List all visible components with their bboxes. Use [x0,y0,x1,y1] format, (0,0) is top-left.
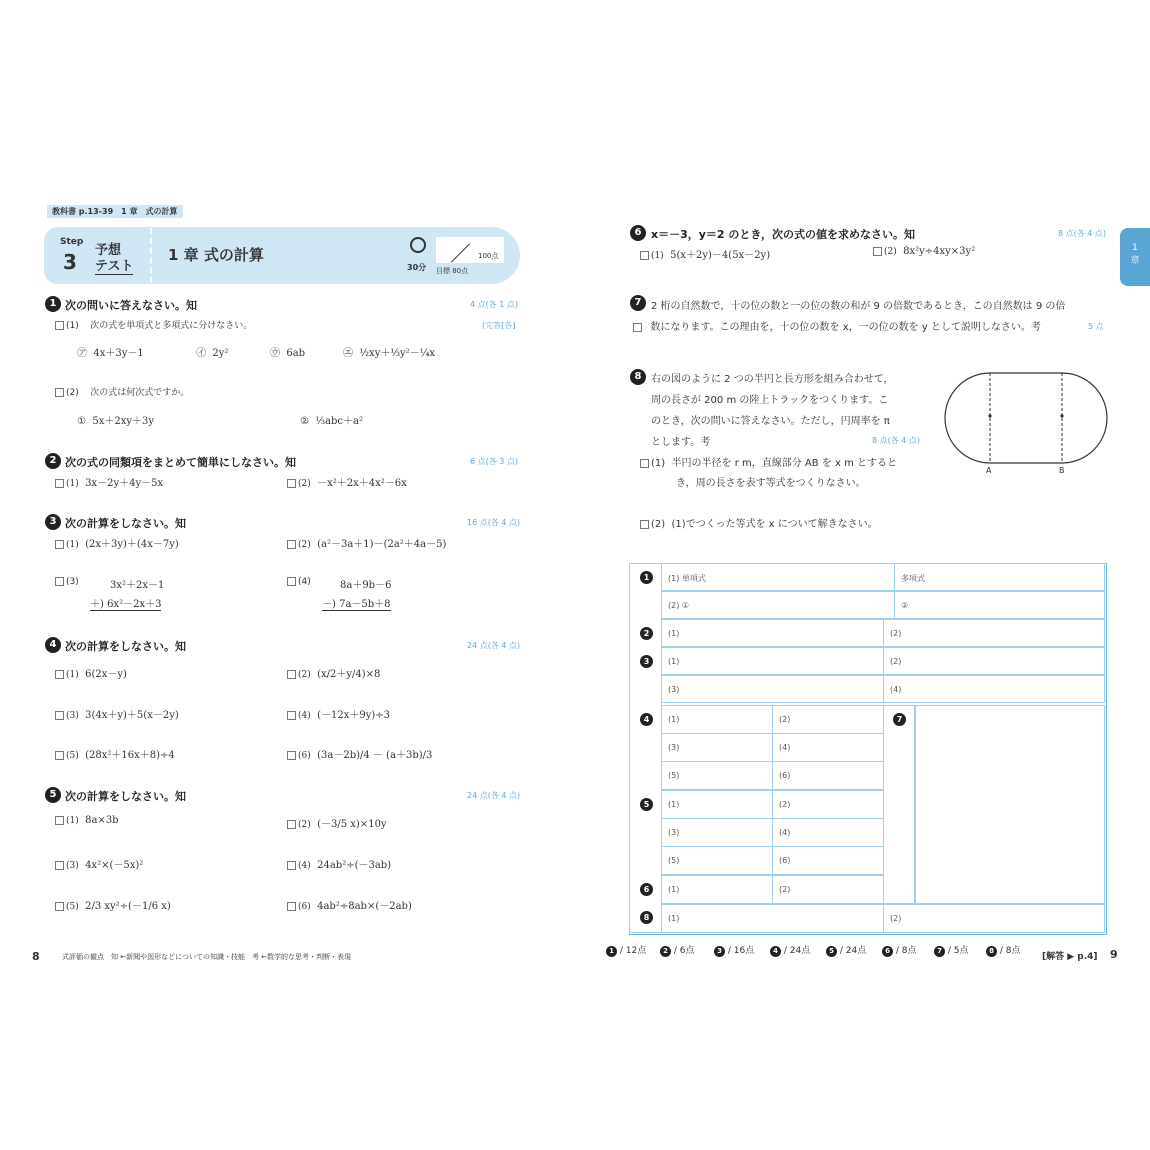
score-4: 4 / 24点 [770,943,810,957]
q4-number: 4 [45,637,61,653]
checkbox-icon[interactable] [55,577,64,586]
grid-q1-number: 1 [640,571,653,584]
step-number: 3 [63,250,77,274]
q1-number: 1 [45,296,61,312]
grid-q2-1[interactable]: (1) [661,619,884,647]
grid-q7-divider [914,705,916,904]
q4-item-1: (1) 6(2x－y) [55,665,127,680]
grid-q1-1-mono[interactable]: (1) 単項式 [661,563,895,591]
q1-choice-c: ㋒ 6ab [270,348,306,359]
q1-choice-b: ㋑ 2y² [196,348,229,359]
answer-link[interactable]: [解答 ▶ p.4] [1042,952,1098,962]
time-limit: 30分 [407,263,427,272]
chapter-side-tab: 1 章 [1120,228,1150,286]
q7-number: 7 [630,295,646,311]
score-3: 3 / 16点 [714,943,754,957]
q8-points: 8 点(各 4 点) [872,436,921,445]
checkbox-icon[interactable] [633,323,642,332]
score-6: 6 / 8点 [882,943,917,957]
grid-q4-6[interactable]: (6) [772,761,884,790]
grid-q7-number: 7 [893,713,906,726]
q7-points: 5 点 [1088,322,1104,331]
total-points: 100点 [478,252,499,260]
checkbox-icon[interactable] [55,670,64,679]
q1-points: 4 点(各 1 点) [470,300,519,309]
q4-item-4: (4) (－12x＋9y)÷3 [287,706,390,721]
q3-item-1: (1) (2x＋3y)＋(4x－7y) [55,535,179,550]
q7-line2: 数になります。この理由を，十の位の数を x，一の位の数を y として説明しなさい。考 [633,318,1041,333]
stopwatch-icon [410,237,426,253]
q3-item-2: (2) (a²－3a＋1)－(2a²＋4a－5) [287,535,446,550]
grid-q5-2[interactable]: (2) [772,790,884,819]
q1-degree-2: ② ⅓abc＋a² [300,416,363,427]
q6-item-2: (2) 8x²y÷4xy×3y² [873,246,975,257]
grid-q3-3[interactable]: (3) [661,675,884,703]
grid-q5-4[interactable]: (4) [772,818,884,847]
checkbox-icon[interactable] [287,711,296,720]
q3-number: 3 [45,514,61,530]
page-number-right: 9 [1110,948,1118,961]
q1-sub1-points: (完答[各] [482,321,516,330]
grid-q8-1[interactable]: (1) [661,904,884,933]
grid-q3-4[interactable]: (4) [883,675,1105,703]
checkbox-icon[interactable] [287,902,296,911]
checkbox-icon[interactable] [287,820,296,829]
q8-line3: のとき，次の問いに答えなさい。ただし，円周率を π [651,416,890,427]
q8-sub1-line1: (1) 半円の半径を r m，直線部分 AB を x m とすると [640,454,897,469]
grid-q5-3[interactable]: (3) [661,818,773,847]
chapter-title: 1 章 式の計算 [168,246,264,264]
q3-item-4-line1: 8a＋9b－6 [340,580,392,591]
q5-item-5: (5) 2/3 xy²÷(－1/6 x) [55,897,171,912]
q4-item-6: (6) (3a－2b)/4 － (a＋3b)/3 [287,746,432,761]
step-label: Step [60,237,84,247]
q4-title: 次の計算をしなさい。知 [65,640,186,653]
checkbox-icon[interactable] [287,670,296,679]
q2-item-1: (1) 3x－2y＋4y－5x [55,474,163,489]
checkbox-icon[interactable] [287,479,296,488]
q5-item-4: (4) 24ab²÷(－3ab) [287,856,391,871]
q5-title: 次の計算をしなさい。知 [65,790,186,803]
score-5: 5 / 24点 [826,943,866,957]
q7-line1: 2 桁の自然数で，十の位の数と一の位の数の和が 9 の倍数であるとき，この自然数は 9 の倍 [651,301,1066,312]
grid-q3-2[interactable]: (2) [883,647,1105,675]
q6-points: 8 点(各 4 点) [1058,229,1107,238]
checkbox-icon[interactable] [55,479,64,488]
grid-q2-2[interactable]: (2) [883,619,1105,647]
q5-number: 5 [45,787,61,803]
grid-q4-4[interactable]: (4) [772,733,884,762]
q8-line2: 周の長さが 200 m の陸上トラックをつくります。こ [651,395,889,406]
grid-q1-2-a[interactable]: (2) ① [661,591,895,619]
q3-item-4-line2: －) 7a－5b＋8 [322,595,391,611]
grid-q6-1[interactable]: (1) [661,875,773,904]
grid-q8-number: 8 [640,911,653,924]
grid-q4-3[interactable]: (3) [661,733,773,762]
q3-item-3-line2: ＋) 6x²－2x＋3 [90,595,161,611]
checkbox-icon[interactable] [640,520,649,529]
q2-title: 次の式の同類項をまとめて簡単にしなさい。知 [65,456,296,469]
step-title-1: 予想 [95,243,122,258]
checkbox-icon[interactable] [55,540,64,549]
header-divider [150,228,152,283]
checkbox-icon[interactable] [287,577,296,586]
checkbox-icon[interactable] [640,459,649,468]
q5-item-1: (1) 8a×3b [55,815,119,826]
grid-q1-1-poly[interactable]: 多項式 [894,563,1105,591]
checkbox-icon[interactable] [287,751,296,760]
q8-sub1-line2: き，周の長さを表す等式をつくりなさい。 [676,478,866,489]
q5-item-3: (3) 4x²×(－5x)² [55,856,143,871]
checkbox-icon[interactable] [55,902,64,911]
grid-q6-2[interactable]: (2) [772,875,884,904]
q6-title: x＝－3，y＝2 のとき，次の式の値を求めなさい。知 [651,228,915,241]
q1-sub2: (2) 次の式は何次式ですか。 [55,385,189,398]
checkbox-icon[interactable] [287,540,296,549]
score-7: 7 / 5点 [934,943,969,957]
grid-q5-5[interactable]: (5) [661,846,773,875]
checkbox-icon[interactable] [55,861,64,870]
score-8: 8 / 8点 [986,943,1021,957]
checkbox-icon[interactable] [55,816,64,825]
grid-q8-2[interactable]: (2) [883,904,1105,933]
q6-item-1: (1) 5(x＋2y)－4(5x－2y) [640,246,770,261]
q8-sub2: (2) (1)でつくった等式を x について解きなさい。 [640,515,878,530]
q1-degree-1: ① 5x＋2xy＋3y [77,416,154,427]
checkbox-icon[interactable] [55,711,64,720]
q4-points: 24 点(各 4 点) [467,641,521,650]
track-figure [940,368,1110,478]
checkbox-icon[interactable] [873,247,882,256]
grid-q6-number: 6 [640,883,653,896]
grid-q3-number: 3 [640,655,653,668]
q1-choice-d: ㋓ ½xy＋⅓y²－¼x [343,348,436,359]
q1-choice-a: ㋐ 4x＋3y－1 [77,348,144,359]
q3-points: 16 点(各 4 点) [467,518,521,527]
q3-item-3-line1: 3x²＋2x－1 [110,580,165,591]
grid-q1-2-b[interactable]: ② [894,591,1105,619]
q8-line1: 右の図のように 2 つの半円と長方形を組み合わせて， [651,374,894,385]
q3-item-3-label: (3) [55,577,79,587]
grid-q7-box[interactable] [883,705,1105,904]
q1-title: 次の問いに答えなさい。知 [65,299,197,312]
grid-q4-1[interactable]: (1) [661,705,773,734]
q1-sub1: (1) 次の式を単項式と多項式に分けなさい。 [55,318,252,331]
grid-q4-2[interactable]: (2) [772,705,884,734]
q2-item-2: (2) －x²＋2x＋4x²－6x [287,474,407,489]
q5-item-2: (2) (－3/5 x)×10y [287,815,387,830]
score-1: 1 / 12点 [606,943,646,957]
grid-q3-1[interactable]: (1) [661,647,884,675]
checkbox-icon[interactable] [640,251,649,260]
q2-points: 6 点(各 3 点) [470,457,519,466]
checkbox-icon[interactable] [287,861,296,870]
grid-number-column [629,563,662,933]
q6-number: 6 [630,225,646,241]
grid-q5-number: 5 [640,798,653,811]
q4-item-2: (2) (x/2＋y/4)×8 [287,665,380,680]
point-a-label: A [986,466,992,475]
grid-q5-6[interactable]: (6) [772,846,884,875]
grid-q5-1[interactable]: (1) [661,790,773,819]
step-title-2: テスト [95,255,133,275]
q5-points: 24 点(各 4 点) [467,791,521,800]
checkbox-icon[interactable] [55,751,64,760]
checkbox-icon[interactable] [55,388,64,397]
grid-q2-number: 2 [640,627,653,640]
footer-note: 式評価の観点 知 ←新聞や図形などについての知識・技能 考 ←数学的な思考・判断・表現 [62,953,352,961]
point-b-label: B [1059,466,1065,475]
q8-number: 8 [630,369,646,385]
q5-item-6: (6) 4ab²÷8ab×(－2ab) [287,897,412,912]
grid-q4-number: 4 [640,713,653,726]
page-number-left: 8 [32,950,40,963]
q8-line4: とします。考 [651,437,711,448]
checkbox-icon[interactable] [55,321,64,330]
q3-item-4-label: (4) [287,577,311,587]
q4-item-5: (5) (28x²＋16x＋8)÷4 [55,746,175,761]
grid-q4-5[interactable]: (5) [661,761,773,790]
q2-number: 2 [45,453,61,469]
q3-title: 次の計算をしなさい。知 [65,517,186,530]
breadcrumb: 教科書 p.13-39 1 章 式の計算 [47,205,183,218]
q4-item-3: (3) 3(4x＋y)＋5(x－2y) [55,706,179,721]
target-score: 目標 80点 [436,267,469,275]
score-2: 2 / 6点 [660,943,695,957]
